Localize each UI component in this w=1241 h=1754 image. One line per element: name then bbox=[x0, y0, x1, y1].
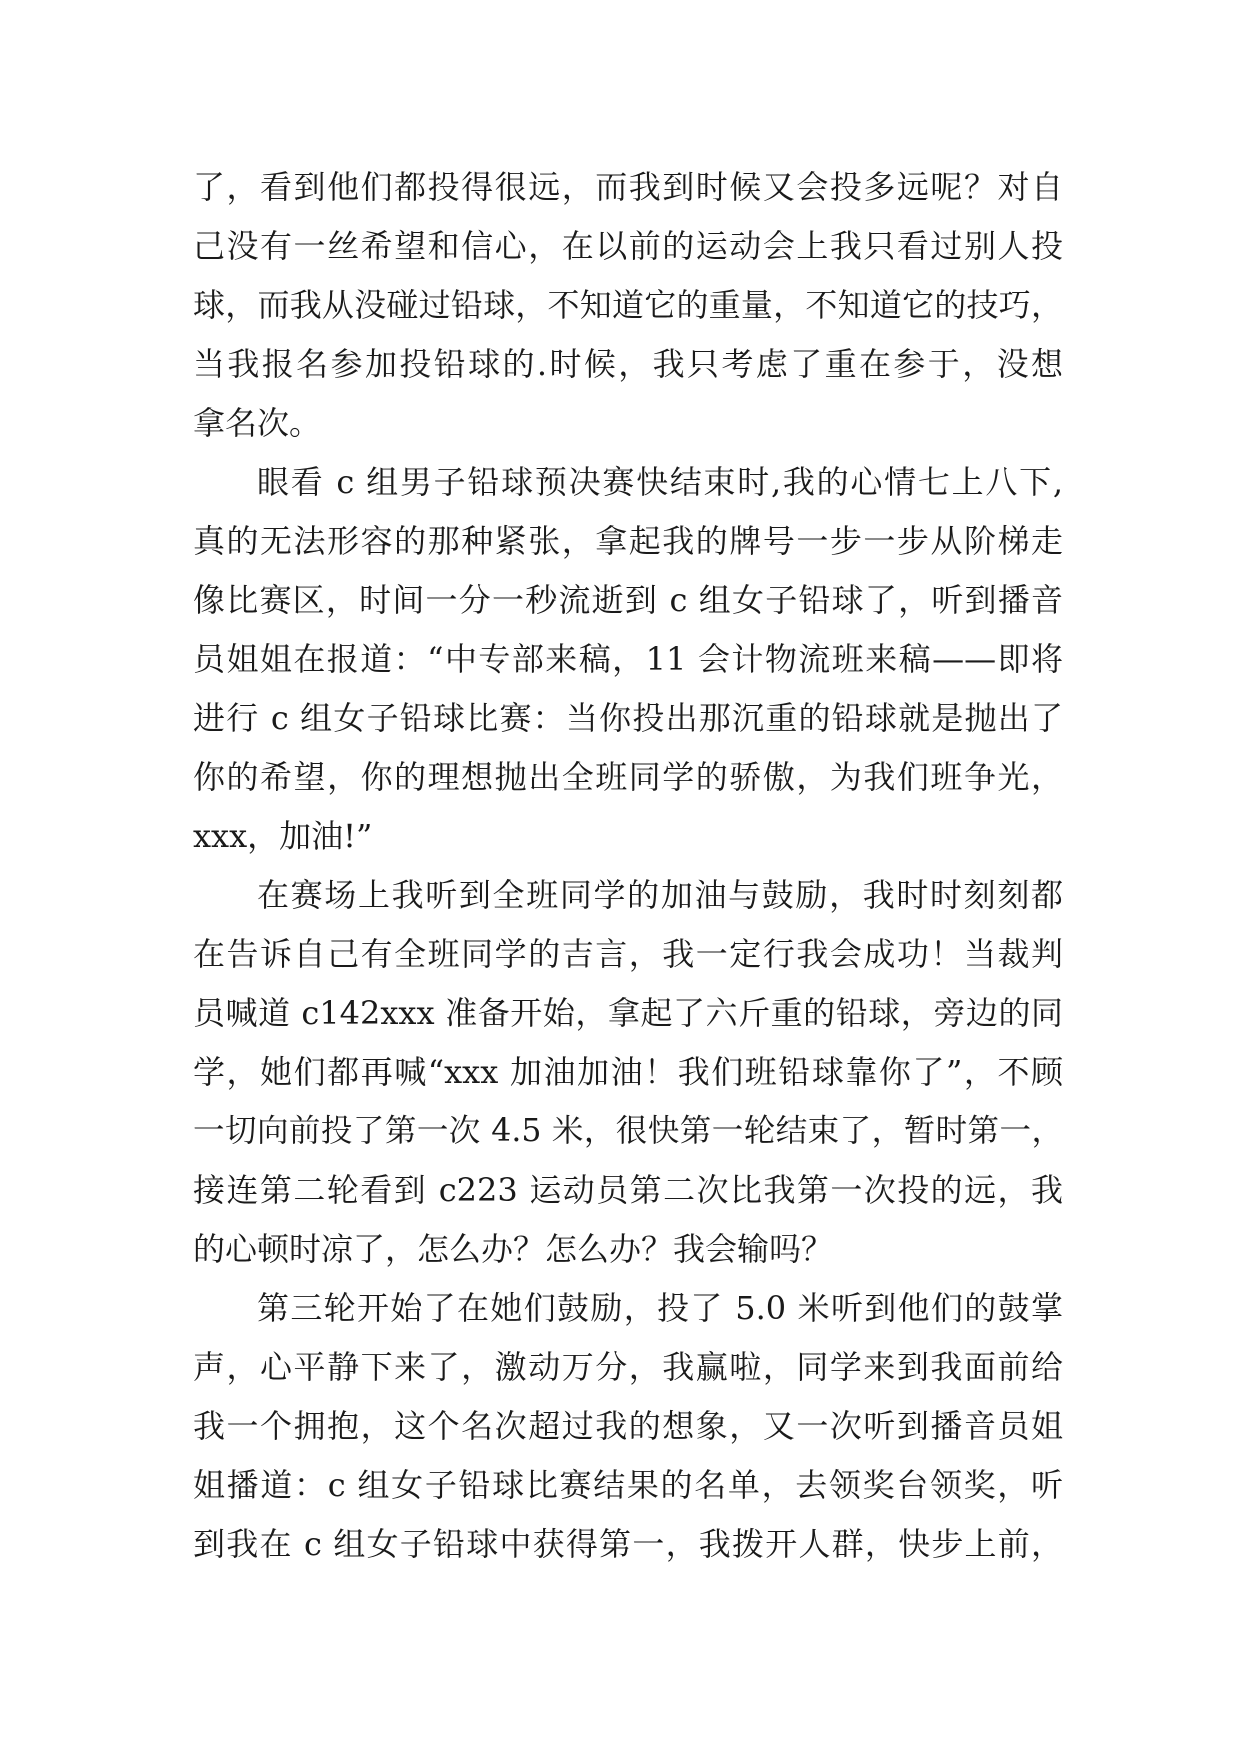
text-line: 你的希望，你的理想抛出全班同学的骄傲，为我们班争光， bbox=[193, 758, 1063, 796]
text-line: 一切向前投了第一次 4.5 米，很快第一轮结束了，暂时第一， bbox=[193, 1113, 1063, 1149]
text-line: 当我报名参加投铅球的.时候，我只考虑了重在参于，没想 bbox=[193, 345, 1063, 383]
text-line: 己没有一丝希望和信心，在以前的运动会上我只看过别人投 bbox=[193, 227, 1063, 265]
text-line: 真的无法形容的那种紧张，拿起我的牌号一步一步从阶梯走 bbox=[193, 522, 1063, 560]
document-body bbox=[193, 158, 1063, 1574]
text-line: 到我在 c 组女子铅球中获得第一，我拨开人群，快步上前， bbox=[193, 1525, 1063, 1563]
text-line: 的心顿时凉了，怎么办？怎么办？我会输吗？ bbox=[193, 1230, 834, 1268]
text-line: 在告诉自己有全班同学的吉言，我一定行我会成功！当裁判 bbox=[193, 935, 1063, 973]
text-line: 进行 c 组女子铅球比赛：当你投出那沉重的铅球就是抛出了 bbox=[193, 699, 1063, 737]
text-line: 球，而我从没碰过铅球，不知道它的重量，不知道它的技巧， bbox=[193, 286, 1063, 324]
text-line: 接连第二轮看到 c223 运动员第二次比我第一次投的远，我 bbox=[193, 1171, 1063, 1209]
text-line: xxx，加油!” bbox=[193, 817, 373, 855]
text-line: 声，心平静下来了，激动万分，我赢啦，同学来到我面前给 bbox=[193, 1348, 1063, 1386]
paragraph-first-line: 第三轮开始了在她们鼓励，投了 5.0 米听到他们的鼓掌 bbox=[257, 1289, 1063, 1327]
text-line: 了，看到他们都投得很远，而我到时候又会投多远呢？对自 bbox=[193, 168, 1063, 206]
text-line: 拿名次。 bbox=[193, 404, 322, 442]
text-line: 员姐姐在报道：“中专部来稿，11 会计物流班来稿——即将 bbox=[193, 640, 1063, 678]
text-line: 像比赛区，时间一分一秒流逝到 c 组女子铅球了，听到播音 bbox=[193, 581, 1063, 619]
paragraph-first-line: 眼看 c 组男子铅球预决赛快结束时,我的心情七上八下, bbox=[257, 463, 1063, 501]
text-line: 我一个拥抱，这个名次超过我的想象，又一次听到播音员姐 bbox=[193, 1407, 1063, 1445]
paragraph-first-line: 在赛场上我听到全班同学的加油与鼓励，我时时刻刻都 bbox=[257, 876, 1063, 914]
text-line: 员喊道 c142xxx 准备开始，拿起了六斤重的铅球，旁边的同 bbox=[193, 994, 1063, 1032]
text-line: 学，她们都再喊“xxx 加油加油！我们班铅球靠你了”，不顾 bbox=[193, 1053, 1063, 1091]
text-line: 姐播道：c 组女子铅球比赛结果的名单，去领奖台领奖，听 bbox=[193, 1466, 1063, 1504]
